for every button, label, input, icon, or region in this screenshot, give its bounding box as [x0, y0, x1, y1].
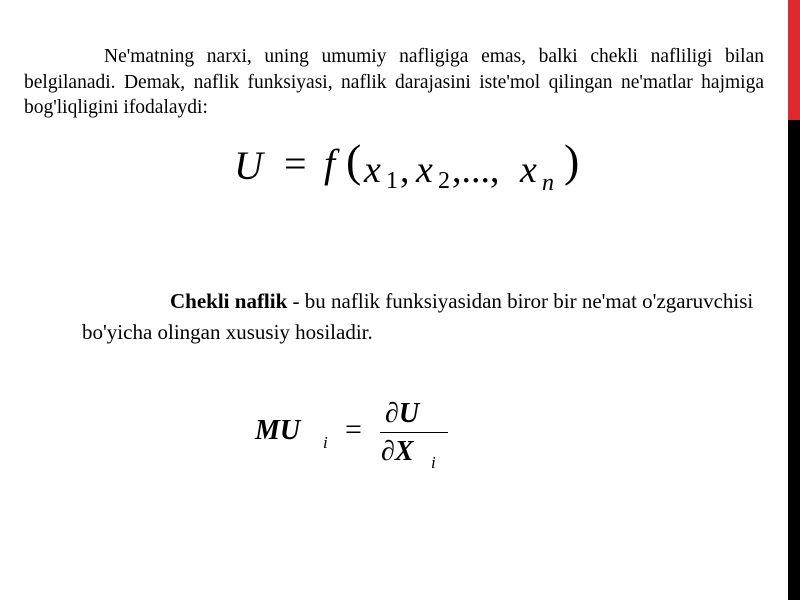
formula-sub-n: n: [542, 170, 554, 196]
mu-lhs: MU: [255, 415, 301, 446]
formula-var-2: x: [416, 149, 433, 191]
formula-sub-1: 1: [386, 168, 398, 194]
definition-term: Chekli naflik: [170, 289, 288, 313]
formula-sub-2: 2: [438, 168, 450, 194]
marginal-utility-formula: [255, 395, 455, 475]
fraction-line: [380, 432, 448, 433]
formula-open-paren: (: [346, 135, 362, 186]
formula-equals: =: [284, 141, 307, 186]
formula-var-1: x: [364, 149, 381, 191]
accent-bar-red: [788, 0, 800, 120]
formula-var-n: x: [520, 149, 537, 191]
mu-denominator: ∂X: [381, 436, 414, 467]
mu-equals: =: [345, 413, 362, 446]
mu-denominator-sub: i: [431, 453, 436, 472]
formula-close-paren: ): [564, 135, 580, 186]
accent-bar-black: [788, 120, 800, 600]
formula-ellipsis: ,...,: [452, 149, 500, 191]
formula-func: f: [324, 141, 336, 186]
formula-comma-1: ,: [400, 149, 410, 191]
formula-lhs: U: [234, 143, 263, 188]
mu-numerator: ∂U: [385, 398, 420, 429]
mu-lhs-sub: i: [323, 433, 328, 452]
definition-text: - bu naflik funksiyasidan biror bir ne'mat o'zgaruvchisi bo'yicha olingan xususiy hosiladir.: [82, 289, 754, 344]
intro-paragraph: Ne'matning narxi, uning umumiy nafligiga emas, balki chekli nafliligi bilan belgilanadi. Demak, naflik funksiyasi, naflik darajasini iste'mol qilingan ne'matlar hajmiga bog'liqligini ifodalaydi:: [24, 46, 764, 118]
definition-paragraph: [82, 286, 762, 348]
